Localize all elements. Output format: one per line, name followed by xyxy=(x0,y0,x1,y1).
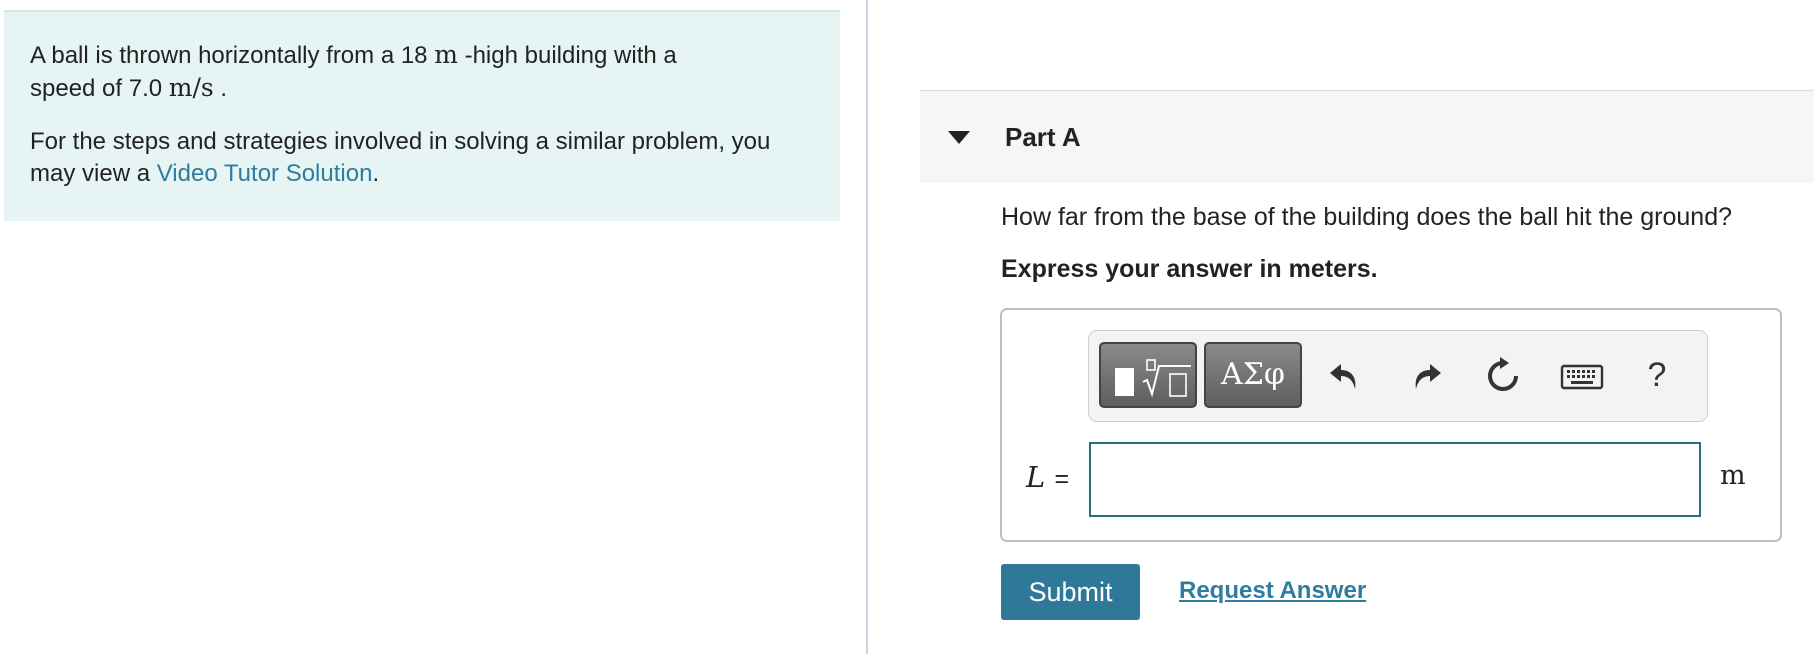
problem-statement-panel xyxy=(4,10,840,221)
problem-text-part3: speed of 7.0 xyxy=(30,75,163,102)
variable-name: L xyxy=(1026,460,1046,494)
part-header[interactable] xyxy=(920,90,1814,183)
answer-unit: m xyxy=(1720,460,1746,491)
request-answer-link[interactable]: Request Answer xyxy=(1179,577,1367,604)
greek-letters-button[interactable] xyxy=(1204,342,1302,408)
answer-box xyxy=(1000,308,1782,542)
problem-statement xyxy=(30,39,814,105)
problem-text-part4: . xyxy=(220,75,228,102)
problem-text-part2: -high building with a xyxy=(464,42,677,69)
greek-letters-icon: ΑΣφ xyxy=(1221,357,1285,392)
height-unit: m xyxy=(434,40,458,69)
hint-text: For the steps and strategies involved in solving a similar problem, you may view a xyxy=(30,128,771,187)
equals-sign: = xyxy=(1054,465,1070,493)
keyboard-icon[interactable] xyxy=(1559,353,1605,399)
reset-icon[interactable] xyxy=(1480,353,1526,399)
video-tutor-link[interactable]: Video Tutor Solution xyxy=(156,160,373,187)
panel-divider xyxy=(866,0,868,654)
undo-icon[interactable] xyxy=(1325,353,1371,399)
hint-end: . xyxy=(372,160,380,187)
collapse-caret-icon[interactable] xyxy=(948,131,970,144)
part-title: Part A xyxy=(1005,122,1081,152)
math-toolbar xyxy=(1088,330,1708,422)
answer-variable-label xyxy=(1026,460,1069,494)
question-text: How far from the base of the building does the ball hit the ground? xyxy=(1001,203,1733,231)
redo-icon[interactable] xyxy=(1400,353,1446,399)
hint-paragraph xyxy=(30,126,814,190)
help-icon[interactable]: ? xyxy=(1647,356,1667,394)
submit-button[interactable]: Submit xyxy=(1001,564,1140,620)
instruction-text: Express your answer in meters. xyxy=(1001,255,1378,283)
problem-text-part1: A ball is thrown horizontally from a 18 xyxy=(30,42,428,69)
templates-button[interactable] xyxy=(1099,342,1197,408)
answer-input[interactable] xyxy=(1089,442,1701,517)
speed-unit: m/s xyxy=(168,73,214,102)
